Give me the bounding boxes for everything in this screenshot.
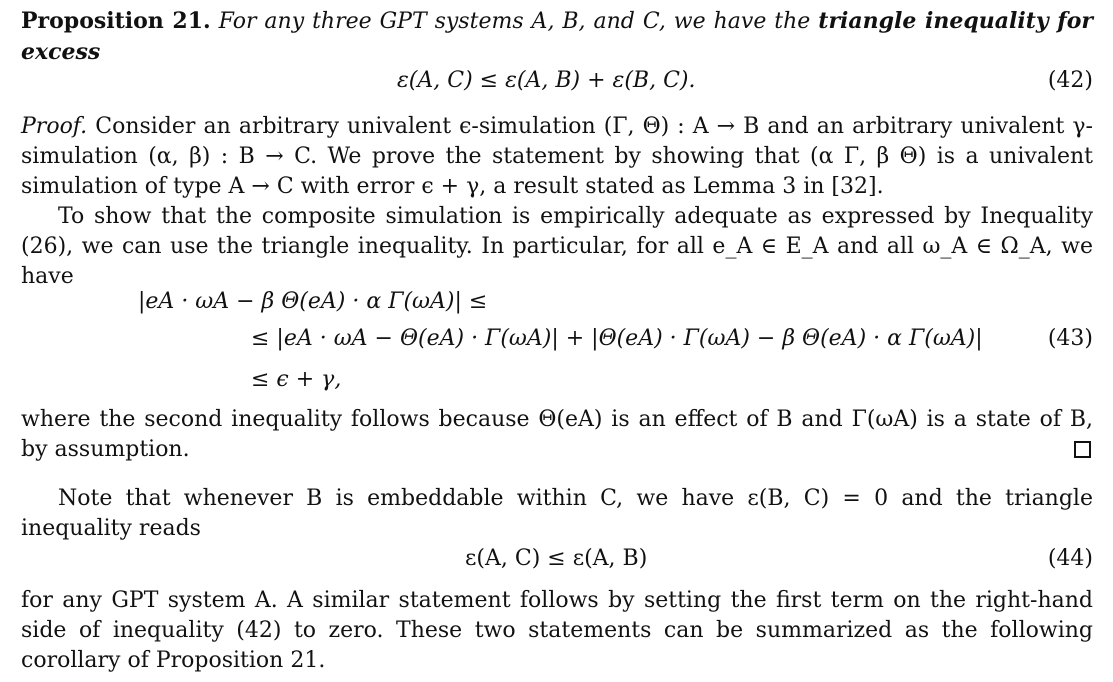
proof-text: Consider an arbitrary univalent ϵ-simulation (Γ, Θ) : A → B and an arbitrary univalent γ-simulation (α, β) : B → C. We prove the statement by showing that (α Γ, β Θ) is a univalent simulation of type A → C with error ϵ + γ, a result stated as Lemma 3 in [32]. (21, 114, 1093, 199)
final-paragraph: for any GPT system A. A similar statement follows by setting the first term on the right-hand side of inequality (42) to zero. These two statements can be summarized as the following corollary of Proposition 21. (21, 588, 1093, 673)
equation-42-body: ε(A, C) ≤ ε(A, B) + ε(B, C). (397, 68, 696, 93)
equation-43-line3: ≤ ϵ + γ, (251, 367, 342, 392)
equation-44-body: ε(A, C) ≤ ε(A, B) (465, 546, 648, 571)
note-paragraph: Note that whenever B is embeddable within C, we have ε(B, C) = 0 and the triangle inequality reads (21, 486, 1093, 541)
composite-paragraph: To show that the composite simulation is empirically adequate as expressed by Inequality (26), we can use the triangle inequality. In particular, for all e_A ∈ E_A and all ω_A ∈ Ω_A, we have (21, 204, 1093, 289)
equation-43-line2: ≤ |eA · ωA − Θ(eA) · Γ(ωA)| + |Θ(eA) · Γ(ωA) − β Θ(eA) · α Γ(ωA)| (251, 326, 983, 351)
proposition-term: triangle inequality for excess (21, 8, 1093, 65)
equation-42 (21, 66, 1093, 96)
proposition-heading: Proposition 21. (21, 8, 211, 34)
after-equation-43: where the second inequality follows because Θ(eA) is an effect of B and Γ(ωA) is a state of B, by assumption. (21, 407, 1093, 462)
proof-paragraph (21, 112, 1093, 202)
proof-label: Proof. (21, 114, 88, 139)
qed-box (1074, 441, 1091, 458)
equation-42-number: (42) (1047, 68, 1093, 93)
equation-44 (21, 544, 1093, 574)
equation-43-line1: |eA · ωA − β Θ(eA) · α Γ(ωA)| ≤ (138, 289, 488, 314)
equation-44-number: (44) (1047, 546, 1093, 571)
equation-43-number: (43) (1047, 326, 1093, 351)
proposition-statement (21, 6, 1093, 68)
proposition-text: For any three GPT systems A, B, and C, we have the (218, 9, 811, 34)
